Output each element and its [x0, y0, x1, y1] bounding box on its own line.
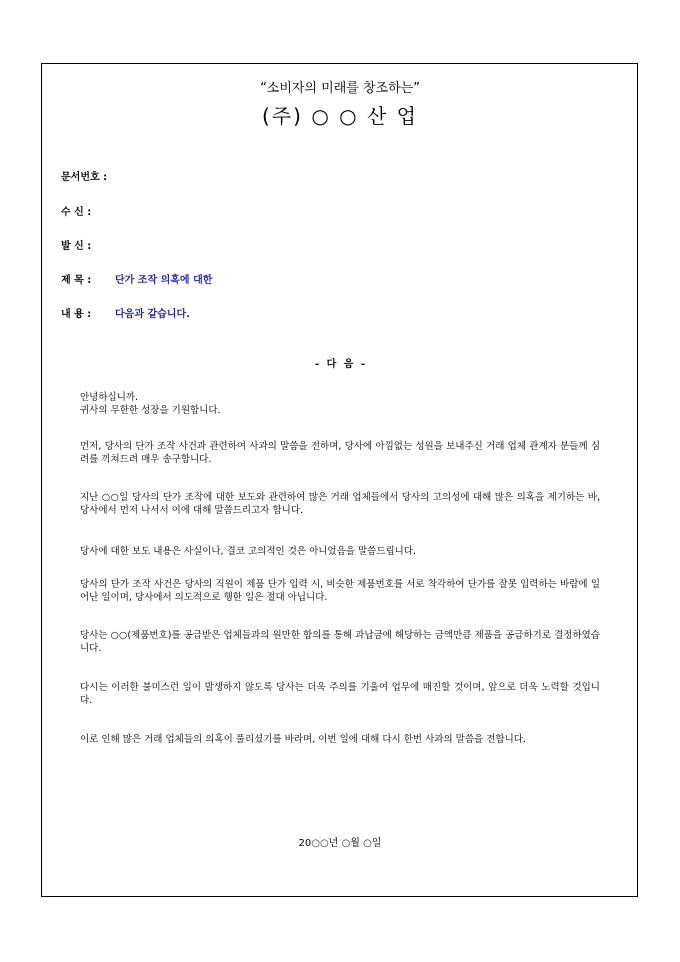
- paragraph: 이로 인해 많은 거래 업체들의 의혹이 풀리셨기를 바라며, 이번 일에 대해 다시 한번 사과의 말씀을 전합니다.: [80, 734, 526, 745]
- field-sender: [61, 237, 115, 252]
- section-heading: - 다 음 -: [314, 359, 366, 370]
- field-recipient: [61, 203, 115, 218]
- field-content: [61, 305, 190, 320]
- slogan: “소비자의 미래를 창조하는”: [260, 81, 420, 96]
- date-day-mark: ○: [363, 838, 372, 849]
- paragraph: 당사에 대한 보도 내용은 사실이나, 결코 고의적인 것은 아니었음을 말씀드립니다.: [80, 546, 417, 557]
- field-label: 수 신 :: [61, 207, 92, 218]
- paragraph: 다시는 이러한 불미스런 일이 발생하지 않도록 당사는 더욱 주의를 기울여 업무에 매진할 것이며, 앞으로 더욱 노력할 것입니다.: [80, 682, 600, 706]
- field-document-number: [61, 168, 115, 183]
- field-subject: [61, 271, 212, 286]
- date-year-suffix: 년: [328, 838, 342, 849]
- date-month-mark: ○: [341, 838, 351, 849]
- document-date: [0, 834, 680, 849]
- field-label: 내 용 :: [61, 309, 92, 320]
- field-label: 제 목 :: [61, 275, 92, 286]
- document-frame: [41, 63, 638, 897]
- paragraph: 당사는 ○○(제품번호)를 공급받은 업체들과의 원만한 합의를 통해 과납금에 해당하는 금액만큼 제품을 공급하기로 결정하였습니다.: [80, 630, 600, 654]
- paragraph: 먼저, 당사의 단가 조작 사건과 관련하여 사과의 말씀을 전하며, 당사에 아낌없는 성원을 보내주신 거래 업체 관계자 분들께 심려를 끼쳐드려 매우 송구합니다.: [80, 441, 600, 465]
- paragraph-greeting: 안녕하십니까. 귀사의 무한한 성장을 기원합니다.: [80, 392, 221, 416]
- date-month-suffix: 월: [350, 838, 364, 849]
- field-value: 다음과 같습니다.: [115, 309, 190, 320]
- date-day-suffix: 일: [371, 838, 382, 849]
- field-label: 문서번호 :: [61, 172, 108, 183]
- date-year-mark: ○○: [311, 838, 329, 849]
- date-year-prefix: 20: [298, 838, 312, 849]
- paragraph: 당사의 단가 조작 사건은 당사의 직원이 제품 단가 입력 시, 비슷한 제품번호를 서로 착각하여 단가를 잘못 입력하는 바람에 일어난 일이며, 당사에서 의도적으로 행한 일은 절대 아닙니다.: [80, 579, 600, 603]
- field-label: 발 신 :: [61, 241, 92, 252]
- company-name: (주) ○ ○ 산 업: [262, 104, 418, 128]
- paragraph: 지난 ○○일 당사의 단가 조작에 대한 보도와 관련하여 많은 거래 업체들에서 당사의 고의성에 대해 많은 의혹을 제기하는 바, 당사에서 먼저 나서서 이에 대해 말씀드리고자 합니다.: [80, 492, 600, 516]
- field-value: 단가 조작 의혹에 대한: [115, 275, 213, 286]
